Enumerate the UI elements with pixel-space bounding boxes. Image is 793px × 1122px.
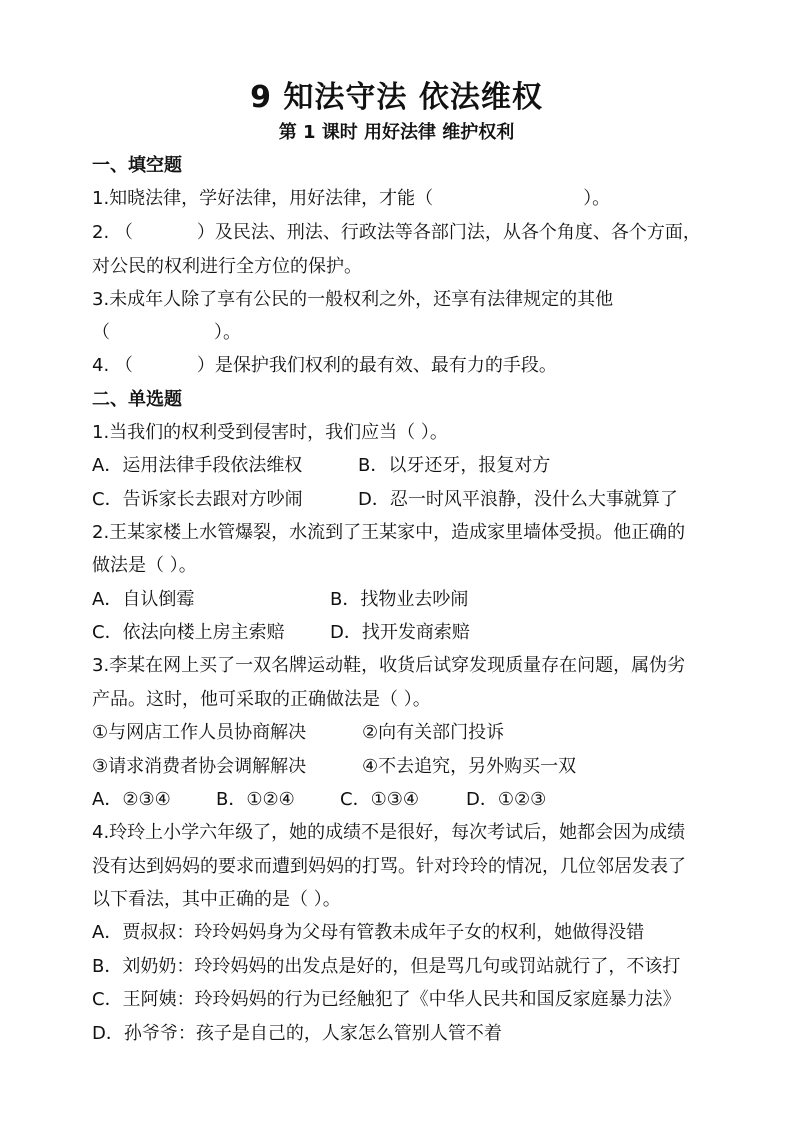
single-question-3: 3.李某在网上买了一双名牌运动鞋，收货后试穿发现质量存在问题，属伪劣	[92, 655, 686, 676]
single-question-1: 1.当我们的权利受到侵害时，我们应当（ ）。	[92, 422, 448, 443]
statement-3: ③请求消费者协会调解解决	[92, 756, 307, 777]
option-d[interactable]: D．找开发商索赔	[330, 622, 470, 643]
option-d[interactable]: D．孙爷爷：孩子是自己的，人家怎么管别人管不着	[92, 1023, 502, 1044]
single-question-4: 4.玲玲上小学六年级了，她的成绩不是很好，每次考试后，她都会因为成绩	[92, 822, 686, 843]
fill-question-3-end: ）。	[214, 322, 241, 343]
fill-question-1-text: 1.知晓法律，学好法律，用好法律，才能（	[92, 188, 434, 209]
statement-2: ②向有关部门投诉	[362, 722, 505, 743]
fill-question-4	[92, 351, 557, 377]
single-question-4-cont: 没有达到妈妈的要求而遭到妈妈的打骂。针对玲玲的情况，几位邻居发表了	[92, 856, 686, 877]
single-question-2: 2.王某家楼上水管爆裂，水流到了王某家中，造成家里墙体受损。他正确的	[92, 522, 686, 543]
fill-question-3: 3.未成年人除了享有公民的一般权利之外，还享有法律规定的其他	[92, 289, 614, 310]
fill-question-4-start: 4. （	[92, 355, 133, 376]
option-b[interactable]: B．刘奶奶：玲玲妈妈的出发点是好的，但是骂几句或罚站就行了，不该打	[92, 956, 681, 977]
fill-question-2-start: 2. （	[92, 222, 133, 243]
option-c[interactable]: C．王阿姨：玲玲妈妈的行为已经触犯了《中华人民共和国反家庭暴力法》	[92, 989, 681, 1010]
option-c[interactable]: C．告诉家长去跟对方吵闹	[92, 489, 303, 510]
option-c[interactable]: C．依法向楼上房主索赔	[92, 622, 285, 643]
section-heading-single: 二、单选题	[92, 389, 182, 410]
page-subtitle: 第 1 课时 用好法律 维护权利	[278, 122, 515, 143]
statement-1: ①与网店工作人员协商解决	[92, 722, 307, 743]
fill-question-3-cont	[92, 318, 241, 344]
option-a[interactable]: A．自认倒霉	[92, 589, 195, 610]
fill-question-4-text: ）是保护我们权利的最有效、最有力的手段。	[196, 355, 557, 376]
fill-question-3-start: （	[92, 322, 110, 343]
option-b[interactable]: B．①②④	[216, 789, 295, 810]
fill-question-2-text: ）及民法、刑法、行政法等各部门法，从各个角度、各个方面，	[196, 222, 701, 243]
single-question-2-cont: 做法是（ ）。	[92, 555, 197, 576]
option-d[interactable]: D．忍一时风平浪静，没什么大事就算了	[358, 489, 678, 510]
option-b[interactable]: B．找物业去吵闹	[330, 589, 469, 610]
option-b[interactable]: B．以牙还牙，报复对方	[358, 455, 551, 476]
single-question-4-cont: 以下看法，其中正确的是（ ）。	[92, 889, 341, 910]
statement-4: ④不去追究，另外购买一双	[362, 756, 577, 777]
fill-question-1	[92, 184, 610, 210]
fill-question-2	[92, 218, 701, 244]
fill-question-2-cont: 对公民的权利进行全方位的保护。	[92, 256, 362, 277]
option-a[interactable]: A．贾叔叔：玲玲妈妈身为父母有管教未成年子女的权利，她做得没错	[92, 922, 645, 943]
option-c[interactable]: C．①③④	[340, 789, 419, 810]
option-d[interactable]: D．①②③	[466, 789, 547, 810]
page-title: 9 知法守法 依法维权	[250, 80, 543, 115]
fill-question-1-end: ）。	[583, 188, 611, 209]
option-a[interactable]: A．②③④	[92, 789, 171, 810]
section-heading-fill: 一、填空题	[92, 155, 182, 176]
option-a[interactable]: A．运用法律手段依法维权	[92, 455, 303, 476]
single-question-3-cont: 产品。这时，他可采取的正确做法是（ ）。	[92, 689, 431, 710]
